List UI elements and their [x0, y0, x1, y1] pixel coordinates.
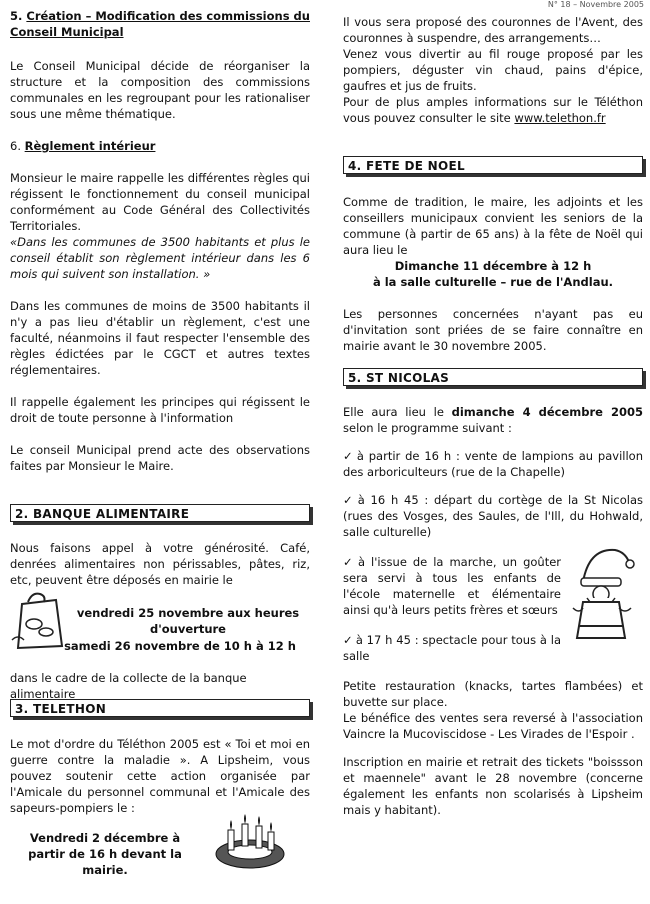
banque-para-1: Nous faisons appel à votre générosité. Café, denrées alimentaires non périssables, pâtes, riz, etc, peuvent être déposés en mairie le [10, 541, 310, 587]
nicolas-item-3: ✓ à l'issue de la marche, un goûter sera servi à tous les enfants de l'école maternelle et élémentaire ainsi qu'à leurs petits frères et sœurs [343, 555, 562, 617]
checkmark-icon: ✓ [343, 633, 353, 647]
noel-date-2: à la salle culturelle – rue de l'Andlau. [372, 275, 614, 289]
telethon-link[interactable]: www.telethon.fr [514, 111, 606, 125]
section-6-para-2: Dans les communes de moins de 3500 habitants il n'y a pas lieu d'établir un règlement, c'est une faculté, néanmoins il faut respecter l'ensemble des règles édictées par le CGCT et autres textes réglementaires. [10, 299, 310, 377]
section-5-body: Le Conseil Municipal décide de réorganiser la structure et la composition des commissions communales en les regroupant pour les rationaliser sous une même thématique. [10, 59, 310, 121]
page-header-corner: N° 18 – Novembre 2005 [547, 0, 644, 9]
section-6-para-4: Le conseil Municipal prend acte des observations faites par Monsieur le Maire. [10, 443, 310, 473]
st-nicolas-header: 5. ST NICOLAS [343, 368, 643, 386]
section-6-title: 6. Règlement intérieur [10, 139, 156, 153]
telethon-date: Vendredi 2 décembre à partir de 16 h devant la mairie. [28, 831, 182, 877]
santa-illustration [569, 542, 639, 644]
telethon-continued-2: Venez vous divertir au fil rouge proposé par les pompiers, déguster vin chaud, pains d'épice, gaufres et jus de fruits. [343, 47, 643, 93]
section-5-title: 5. Création – Modification des commissions du Conseil Municipal [10, 9, 310, 39]
nicolas-item-2: ✓ à 16 h 45 : départ du cortège de la St Nicolas (rues des Vosges, des Saules, de l'Ill, du Hohwald, salle culturelle) [343, 493, 643, 539]
telethon-continued-3: Pour de plus amples informations sur le Téléthon vous pouvez consulter le site www.telethon.fr [343, 95, 643, 125]
checkmark-icon: ✓ [343, 493, 355, 507]
nicolas-intro: Elle aura lieu le dimanche 4 décembre 2005 selon le programme suivant : [343, 405, 643, 435]
telethon-para-1: Le mot d'ordre du Téléthon 2005 est « Toi et moi en guerre contre la maladie ». A Lipsheim, vous pouvez soutenir cette action organisée par l'Amicale du personnel communal et l'Amicale des sapeurs-pompiers le : [10, 737, 310, 815]
banque-alimentaire-header: 2. BANQUE ALIMENTAIRE [10, 504, 310, 522]
banque-date-2: samedi 26 novembre de 10 h à 12 h [64, 639, 296, 653]
section-6-para-3: Il rappelle également les principes qui régissent le droit de toute personne à l'information [10, 395, 310, 425]
noel-date-1: Dimanche 11 décembre à 12 h [394, 259, 592, 273]
noel-para-2: Les personnes concernées n'ayant pas eu d'invitation sont priées de se faire connaître en mairie avant le 30 novembre 2005. [343, 307, 643, 353]
restauration-para: Petite restauration (knacks, tartes flambées) et buvette sur place. [343, 679, 643, 709]
telethon-continued-1: Il vous sera proposé des couronnes de l'Avent, des couronnes à suspendre, des arrangements… [343, 15, 643, 45]
nicolas-item-1: ✓ à partir de 16 h : vente de lampions au pavillon des arboriculteurs (rue de la Chapelle) [343, 449, 643, 479]
inscription-para: Inscription en mairie et retrait des tickets "boissson et maennele" avant le 28 novembre (concerne également les enfants non scolarisés à Lipsheim mais y habitant). [343, 755, 643, 817]
section-6-quote: «Dans les communes de 3500 habitants et plus le conseil établit son règlement intérieur dans les 6 mois qui suivent son installation. » [10, 235, 310, 281]
checkmark-icon: ✓ [343, 555, 355, 569]
advent-wreath-illustration [210, 808, 290, 876]
checkmark-icon: ✓ [343, 449, 354, 463]
fete-de-noel-header: 4. FETE DE NOEL [343, 156, 643, 174]
section-6-para-1: Monsieur le maire rappelle les différentes règles qui régissent le fonctionnement du conseil municipal conformément au Code Général des Collectivités Territoriales. [10, 171, 310, 233]
telethon-header: 3. TELETHON [10, 699, 310, 717]
banque-para-2: dans le cadre de la collecte de la banque alimentaire [10, 671, 247, 701]
nicolas-item-4: ✓ à 17 h 45 : spectacle pour tous à la salle [343, 633, 561, 663]
benefice-para: Le bénéfice des ventes sera reversé à l'association Vaincre la Mucoviscidose - Les Virades de l'Espoir . [343, 711, 643, 741]
banque-date-1: vendredi 25 novembre aux heures d'ouverture [76, 606, 300, 636]
noel-para-1: Comme de tradition, le maire, les adjoints et les conseillers municipaux convient les seniors de la commune (à partir de 65 ans) à la fête de Noël qui aura lieu le [343, 195, 643, 257]
